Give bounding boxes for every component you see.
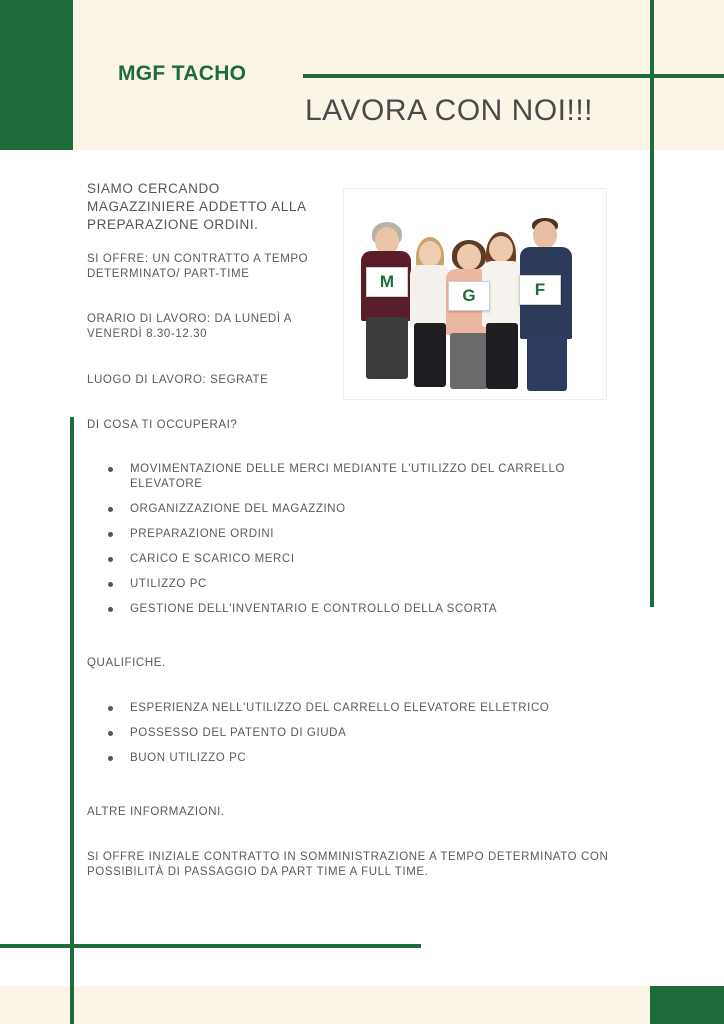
list-item: BUON UTILIZZO PC: [130, 751, 630, 766]
other-info-text: SI OFFRE INIZIALE CONTRATTO IN SOMMINISTRAZIONE A TEMPO DETERMINATO CON POSSIBILITÀ DI PASSAGGIO DA PART TIME A FULL TIME.: [87, 851, 609, 878]
list-item: PREPARAZIONE ORDINI: [130, 527, 630, 542]
tasks-heading: DI COSA TI OCCUPERAI?: [87, 419, 238, 431]
place-text: LUOGO DI LAVORO: SEGRATE: [87, 374, 269, 386]
list-item: ORGANIZZAZIONE DEL MAGAZZINO: [130, 502, 630, 517]
list-item: ESPERIENZA NELL'UTILIZZO DEL CARRELLO ELEVATORE ELLETRICO: [130, 701, 630, 716]
list-item: UTILIZZO PC: [130, 577, 630, 592]
letter-card: F: [519, 275, 561, 305]
divider-left: [70, 417, 74, 1024]
corner-block-top-left: [0, 0, 73, 150]
corner-block-bottom-right: [650, 986, 724, 1024]
list-item: MOVIMENTAZIONE DELLE MERCI MEDIANTE L'UTILIZZO DEL CARRELLO ELEVATORE: [130, 462, 630, 492]
divider-bottom: [0, 944, 421, 948]
divider-top: [303, 74, 724, 78]
list-item: GESTIONE DELL'INVENTARIO E CONTROLLO DELLA SCORTA: [130, 602, 630, 617]
other-info-heading: ALTRE INFORMAZIONI.: [87, 806, 225, 818]
job-title: SIAMO CERCANDO MAGAZZINIERE ADDETTO ALLA PREPARAZIONE ORDINI.: [87, 181, 306, 232]
divider-right: [650, 0, 654, 607]
list-item: CARICO E SCARICO MERCI: [130, 552, 630, 567]
brand-name: MGF TACHO: [118, 62, 247, 85]
hours-text: ORARIO DI LAVORO: DA LUNEDÌ A VENERDÌ 8.30-12.30: [87, 313, 292, 340]
letter-card: M: [366, 267, 408, 297]
qualifications-list: [87, 701, 630, 776]
footer-band: [0, 986, 724, 1024]
tasks-list: [87, 462, 630, 627]
list-item: POSSESSO DEL PATENTO DI GIUDA: [130, 726, 630, 741]
qualifications-heading: QUALIFICHE.: [87, 657, 166, 669]
page-title: LAVORA CON NOI!!!: [305, 94, 594, 127]
team-photo: [343, 188, 607, 400]
letter-card: G: [448, 281, 490, 311]
offer-text: SI OFFRE: UN CONTRATTO A TEMPO DETERMINATO/ PART-TIME: [87, 253, 309, 280]
